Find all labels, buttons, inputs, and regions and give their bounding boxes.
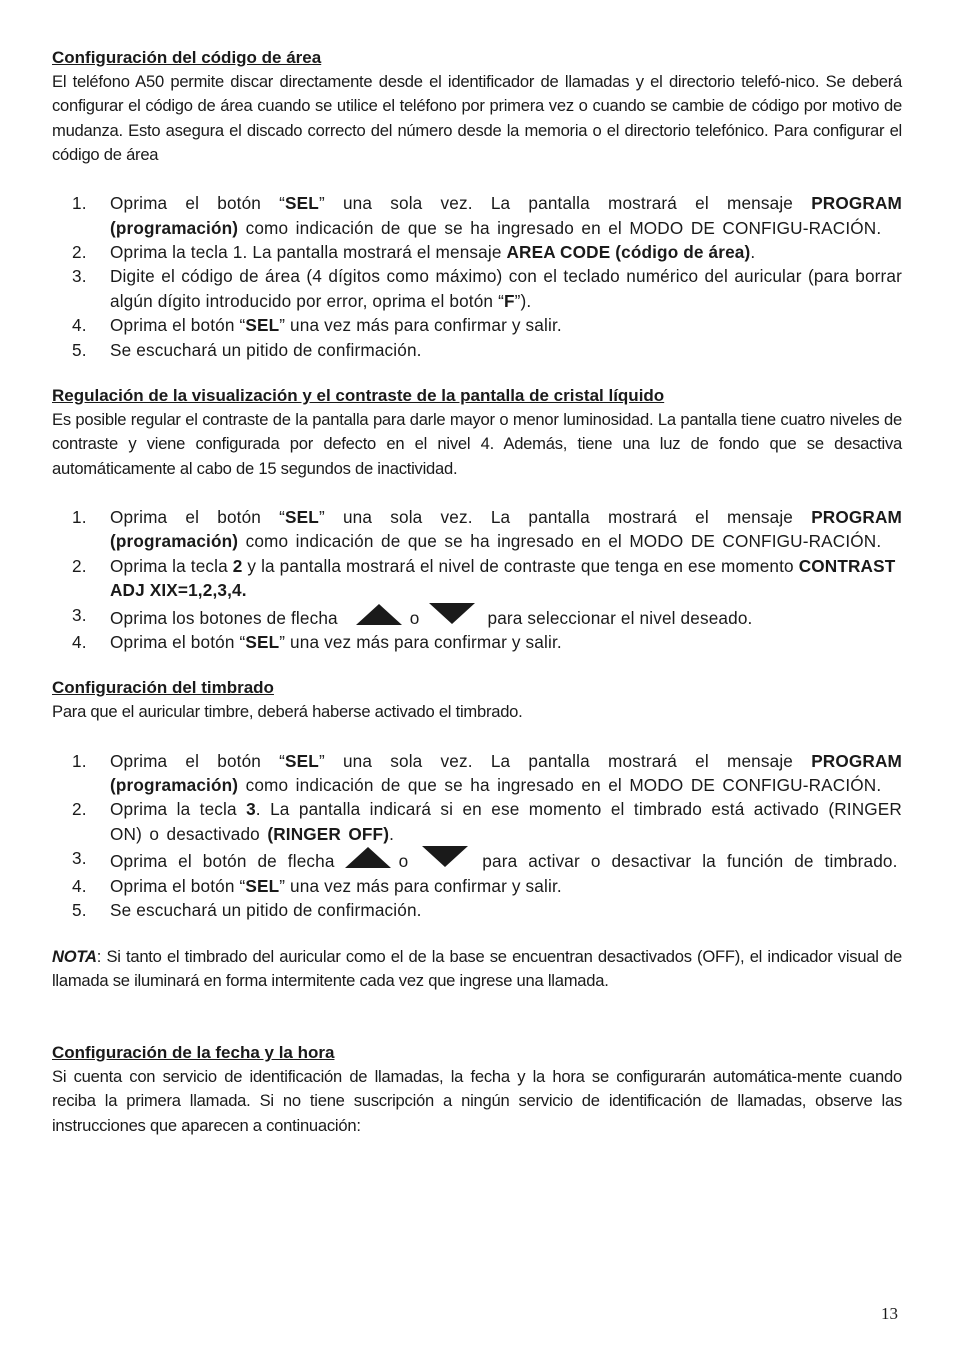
steps-ringer: [52, 749, 902, 923]
note-label: NOTA: [52, 946, 97, 966]
step-contrast-4: 4. Oprima el botón “SEL” una vez más para confirmar y salir.: [72, 631, 562, 652]
manual-page: [52, 46, 902, 1138]
step-area-1: 1. Oprima el botón “SEL” una sola vez. La pantalla mostrará el mensaje PROGRAM (programación) como indicación de que se ha ingresado en el MODO DE CONFIGU-RACIÓN.: [72, 193, 902, 238]
down-arrow-icon: [429, 603, 475, 624]
intro-contrast: Es posible regular el contraste de la pantalla para darle mayor o menor luminosidad. La pantalla tiene cuatro niveles de contraste y viene configurada por defecto en el nivel 4. Además, tiene una luz de fondo que se desactiva automáticamente al cabo de 15 segundos de inactividad.: [52, 410, 902, 478]
up-arrow-icon: [356, 604, 402, 625]
step-ringer-1: 1. Oprima el botón “SEL” una sola vez. La pantalla mostrará el mensaje PROGRAM (programación) como indicación de que se ha ingresado en el MODO DE CONFIGU-RACIÓN.: [72, 750, 902, 796]
steps-contrast: [52, 505, 902, 654]
step-contrast-2: 2. Oprima la tecla 2 y la pantalla mostrará el nivel de contraste que tenga en ese momento CONTRAST ADJ XIX=1,2,3,4.: [72, 555, 896, 601]
step-ringer-2: 2. Oprima la tecla 3. La pantalla indicará si en ese momento el timbrado está activado (RINGER ON) o desactivado (RINGER OFF).: [72, 799, 902, 844]
intro-ringer: Para que el auricular timbre, deberá haberse activado el timbrado.: [52, 702, 523, 722]
up-arrow-icon: [345, 847, 391, 868]
heading-ringer: Configuración del timbrado: [52, 678, 274, 698]
step-contrast-3: 3. Oprima los botones de flecha o para seleccionar el nivel deseado.: [72, 604, 753, 628]
page-number: 13: [881, 1304, 898, 1323]
step-area-5: 5. Se escuchará un pitido de confirmación.: [72, 339, 422, 360]
note-paragraph: [52, 945, 902, 994]
step-area-2: 2. Oprima la tecla 1. La pantalla mostrará el mensaje AREA CODE (código de área).: [72, 242, 756, 262]
heading-contrast: Regulación de la visualización y el contraste de la pantalla de cristal líquido: [52, 386, 665, 406]
step-contrast-1: 1. Oprima el botón “SEL” una sola vez. La pantalla mostrará el mensaje PROGRAM (programación) como indicación de que se ha ingresado en el MODO DE CONFIGU-RACIÓN.: [72, 506, 902, 552]
note-text: : Si tanto el timbrado del auricular como el de la base se encuentran desactivados (OFF), el indicador visual de llamada se iluminará en forma intermitente cada vez que ingrese una llamada.: [52, 946, 902, 990]
step-ringer-3: 3. Oprima el botón de flecha o para activar o desactivar la función de timbrado.: [72, 848, 898, 872]
heading-datetime: Configuración de la fecha y la hora: [52, 1043, 335, 1063]
intro-area-code: El teléfono A50 permite discar directamente desde el identificador de llamadas y el directorio telefó-nico. Se deberá configurar el código de área cuando se utilice el teléfono por primera vez o cuando se cambie de código por motivo de mudanza. Esto asegura el discado correcto del número desde la memoria o el directorio telefónico. Para configurar el código de área: [52, 72, 902, 164]
steps-area-code: [52, 191, 902, 362]
step-area-3: 3. Digite el código de área (4 dígitos como máximo) con el teclado numérico del auricular (para borrar algún dígito introducido por error, oprima el botón “F”).: [72, 266, 902, 311]
step-ringer-4: 4. Oprima el botón “SEL” una vez más para confirmar y salir.: [72, 875, 562, 896]
down-arrow-icon: [422, 846, 468, 867]
step-ringer-5: 5. Se escuchará un pitido de confirmación.: [72, 900, 422, 921]
intro-datetime: Si cuenta con servicio de identificación de llamadas, la fecha y la hora se configurarán automática-mente cuando reciba la primera llamada. Si no tiene suscripción a ningún servicio de identificación de llamadas, observe las instrucciones que aparecen a continuación:: [52, 1067, 902, 1135]
step-area-4: 4. Oprima el botón “SEL” una vez más para confirmar y salir.: [72, 315, 562, 336]
heading-area-code: Configuración del código de área: [52, 48, 322, 67]
